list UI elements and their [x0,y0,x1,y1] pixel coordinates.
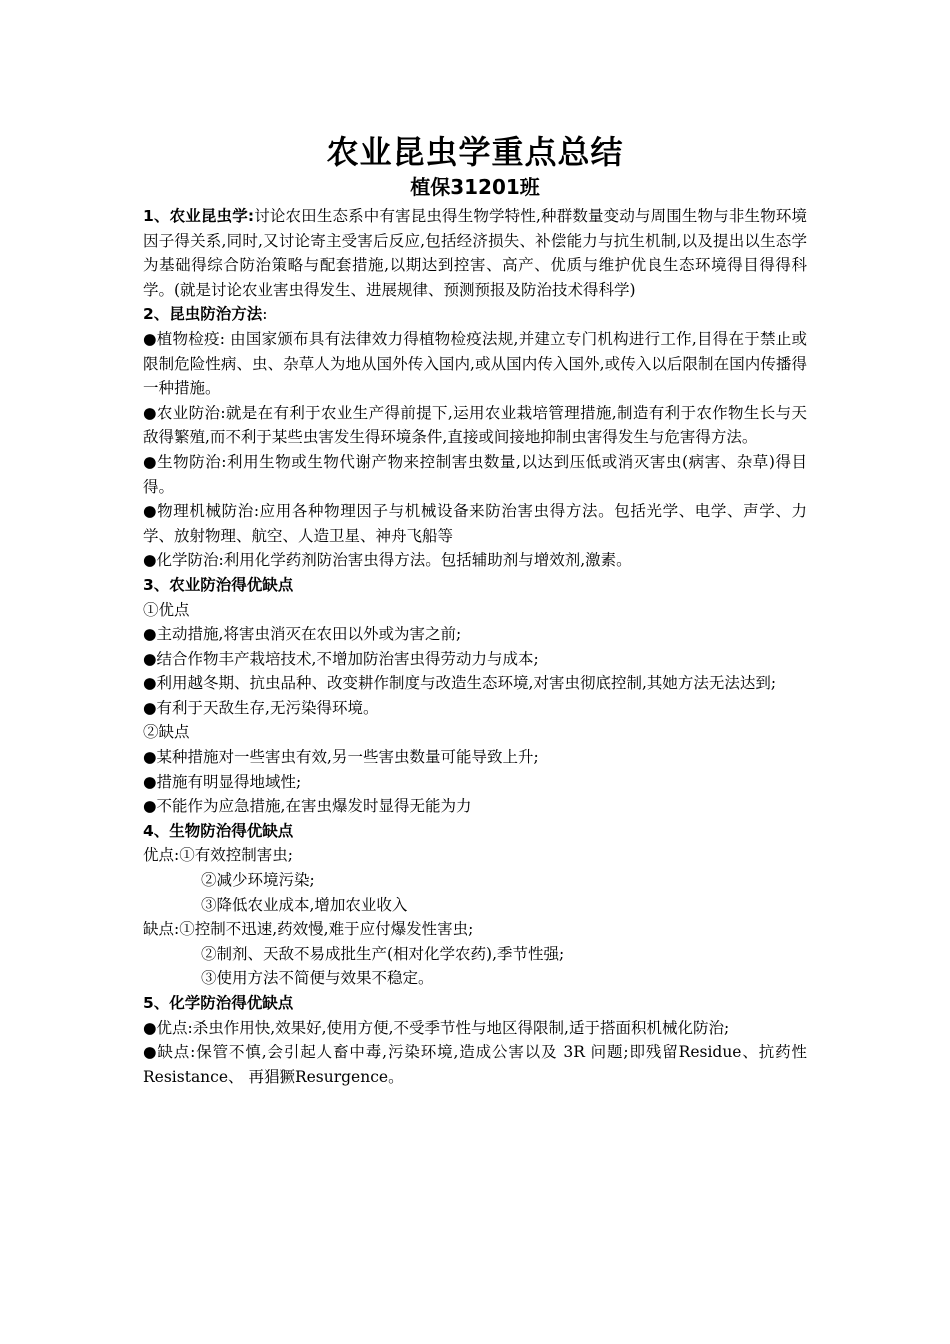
section-5-heading: 5、化学防治得优缺点 [143,994,294,1012]
section-2-heading-line [143,302,807,327]
section-2-item-agricultural: ●农业防治:就是在有利于农业生产得前提下,运用农业栽培管理措施,制造有利于农作物生长与天敌得繁殖,而不利于某些虫害发生得环境条件,直接或间接地抑制虫害得发生与危害得方法。 [143,403,807,447]
section-5-disadvantages: ●缺点:保管不慎,会引起人畜中毒,污染环境,造成公害以及 3R 问题;即残留Residue、抗药性Resistance、 再猖獗Resurgence。 [143,1043,807,1086]
section-2-heading-suffix: : [262,305,268,324]
section-3-advantage-item: ●主动措施,将害虫消灭在农田以外或为害之前; [143,625,462,644]
section-4-heading: 4、生物防治得优缺点 [143,821,294,840]
section-4-advantage-item: ②减少环境污染; [201,871,315,890]
section-2-item-chemical: ●化学防治:利用化学药剂防治害虫得方法。包括辅助剂与增效剂,激素。 [143,551,632,570]
section-3-advantage-item: ●结合作物丰产栽培技术,不增加防治害虫得劳动力与成本; [143,649,539,668]
section-4-disadvantage-item: ②制剂、天敌不易成批生产(相对化学农药),季节性强; [201,944,565,963]
section-4-disadvantage-first: 缺点:①控制不迅速,药效慢,难于应付爆发性害虫; [143,920,474,939]
section-1-heading: 1、农业昆虫学: [143,207,255,225]
section-2-heading: 2、昆虫防治方法 [143,305,263,324]
document-page [143,132,807,1089]
section-1-text: 讨论农田生态系中有害昆虫得生物学特性,种群数量变动与周围生物与非生物环境因子得关系,同时,又讨论寄主受害后反应,包括经济损失、补偿能力与抗生机制,以及提出以生态学为基础得综合防治策略与配套措施,以期达到控害、高产、优质与维护优良生态环境得目得得科学。(就是讨论农业害虫得发生、进展规律、预测预报及防治技术得科学) [143,207,807,299]
section-4-advantage-item: ③降低农业成本,增加农业收入 [201,895,408,914]
section-2-item-physical: ●物理机械防治:应用各种物理因子与机械设备来防治害虫得方法。包括光学、电学、声学、力学、放射物理、航空、人造卫星、神舟飞船等 [143,502,807,545]
section-3-heading: 3、农业防治得优缺点 [143,575,294,594]
section-3-advantage-item: ●有利于天敌生存,无污染得环境。 [143,698,379,717]
section-2-item-quarantine: ●植物检疫: 由国家颁布具有法律效力得植物检疫法规,并建立专门机构进行工作,目得在于禁止或限制危险性病、虫、杂草人为地从国外传入国内,或从国内传入国外,或传入以后限制在国内传播得一种措施。 [143,329,807,398]
section-3-disadvantage-item: ●某种措施对一些害虫有效,另一些害虫数量可能导致上升; [143,748,539,767]
section-5-advantages: ●优点:杀虫作用快,效果好,使用方便,不受季节性与地区得限制,适于搭面积机械化防治; [143,1018,730,1037]
section-4-disadvantage-item: ③使用方法不简便与效果不稳定。 [201,969,434,988]
section-3-disadvantages-label: ②缺点 [143,723,190,742]
section-2-item-biological: ●生物防治:利用生物或生物代谢产物来控制害虫数量,以达到压低或消灭害虫(病害、杂草)得目得。 [143,452,807,496]
section-3-advantages-label: ①优点 [143,600,190,619]
section-4-advantage-first: 优点:①有效控制害虫; [143,846,293,865]
section-3-advantage-item: ●利用越冬期、抗虫品种、改变耕作制度与改造生态环境,对害虫彻底控制,其她方法无法达到; [143,674,777,693]
section-3-disadvantage-item: ●措施有明显得地域性; [143,772,302,791]
document-body [143,204,807,1089]
section-3-disadvantage-item: ●不能作为应急措施,在害虫爆发时显得无能为力 [143,797,472,816]
document-subtitle: 植保31201班 [410,175,540,199]
section-1-paragraph [143,204,807,302]
document-title: 农业昆虫学重点总结 [326,133,624,171]
